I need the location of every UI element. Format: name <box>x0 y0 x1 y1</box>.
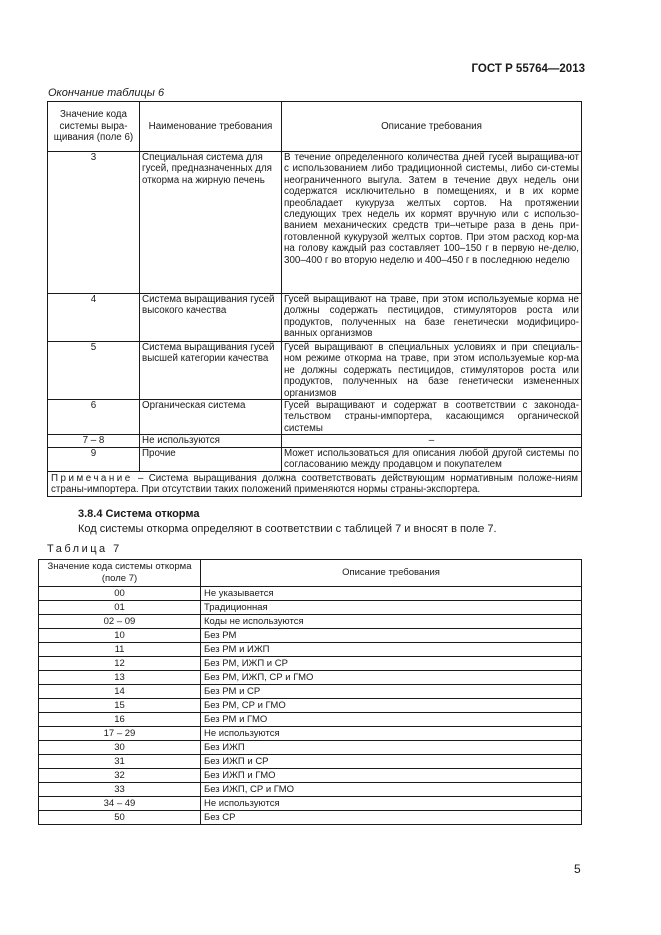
table7-header-desc: Описание требования <box>201 560 582 587</box>
row-name: Система выращивания гусей высшей категории качества <box>140 342 282 400</box>
row-code: 9 <box>48 447 140 471</box>
table-row <box>48 400 582 435</box>
table-row <box>48 435 582 447</box>
row-name: Специальная система для гусей, предназначенных для откорма на жирную печень <box>140 152 282 294</box>
row-code: 01 <box>39 601 201 615</box>
row-code: 00 <box>39 587 201 601</box>
table6-caption: Окончание таблицы 6 <box>48 87 165 99</box>
table-row <box>39 657 582 671</box>
row-desc: Гусей выращивают и содержат в соответствии с законода-тельством страны-импортера, касающимся органической системы <box>282 400 582 435</box>
table-note <box>48 471 582 497</box>
table-row <box>39 797 582 811</box>
row-code: 34 – 49 <box>39 797 201 811</box>
row-desc: Без ИЖП, СР и ГМО <box>201 783 582 797</box>
note-text: – Система выращивания должна соответствовать действующим нормативным положе-ниям страны-импортера. При отсутствии таких положений применяются нормы страны-экспортера. <box>51 472 578 496</box>
row-desc: Без РМ <box>201 629 582 643</box>
row-code: 3 <box>48 152 140 294</box>
table-row <box>39 727 582 741</box>
row-code: 10 <box>39 629 201 643</box>
section-title: 3.8.4 Система откорма <box>78 508 200 520</box>
row-desc: Без РМ и ГМО <box>201 713 582 727</box>
table7-header-code: Значение кода системы откорма (поле 7) <box>39 560 201 587</box>
table-6 <box>47 101 582 497</box>
table-row <box>39 685 582 699</box>
table-row <box>39 671 582 685</box>
row-name: Прочие <box>140 447 282 471</box>
row-desc: Без РМ, ИЖП, СР и ГМО <box>201 671 582 685</box>
table-row <box>39 741 582 755</box>
row-desc: Гусей выращивают на траве, при этом используемые корма не должны содержать пестицидов, стимуляторов роста или продуктов, полученных на базе генетически модифициро-ванных организмов <box>282 294 582 342</box>
row-code: 30 <box>39 741 201 755</box>
row-desc: Не используются <box>201 797 582 811</box>
table-row <box>39 699 582 713</box>
row-name: Органическая система <box>140 400 282 435</box>
table-note-row <box>48 471 582 497</box>
table-row <box>48 294 582 342</box>
row-desc: – <box>282 435 582 447</box>
row-code: 32 <box>39 769 201 783</box>
row-name: Система выращивания гусей высокого качества <box>140 294 282 342</box>
table7-caption: Таблица 7 <box>47 543 122 555</box>
table-row <box>39 769 582 783</box>
table-row <box>39 601 582 615</box>
row-desc: Без РМ и ИЖП <box>201 643 582 657</box>
row-desc: Гусей выращивают в специальных условиях и при специаль-ном режиме откорма на траве, при этом используемые кор-ма не должны содержать пестицидов, стимуляторов роста или продуктов, полученных на базе генетически измененных организмов <box>282 342 582 400</box>
table6-header-name: Наименование требования <box>140 102 282 152</box>
row-code: 16 <box>39 713 201 727</box>
row-desc: Без РМ и СР <box>201 685 582 699</box>
table-row <box>39 713 582 727</box>
row-code: 31 <box>39 755 201 769</box>
table6-header-desc: Описание требования <box>282 102 582 152</box>
row-code: 14 <box>39 685 201 699</box>
row-name: Не используются <box>140 435 282 447</box>
row-code: 7 – 8 <box>48 435 140 447</box>
table-row <box>48 152 582 294</box>
row-desc: Не используются <box>201 727 582 741</box>
table-row <box>48 447 582 471</box>
table-row <box>48 342 582 400</box>
row-code: 4 <box>48 294 140 342</box>
row-code: 13 <box>39 671 201 685</box>
row-code: 15 <box>39 699 201 713</box>
table-row <box>39 615 582 629</box>
row-code: 33 <box>39 783 201 797</box>
row-code: 11 <box>39 643 201 657</box>
document-header: ГОСТ Р 55764—2013 <box>471 63 585 75</box>
table-row <box>39 629 582 643</box>
row-desc: Без ИЖП и ГМО <box>201 769 582 783</box>
section-paragraph: Код системы откорма определяют в соответствии с таблицей 7 и вносят в поле 7. <box>78 523 497 535</box>
row-desc: Не указывается <box>201 587 582 601</box>
row-code: 6 <box>48 400 140 435</box>
row-desc: Может использоваться для описания любой другой системы по согласованию между продавцом и покупателем <box>282 447 582 471</box>
row-code: 50 <box>39 811 201 825</box>
row-desc: Коды не используются <box>201 615 582 629</box>
row-desc: Без РМ, СР и ГМО <box>201 699 582 713</box>
row-desc: Традиционная <box>201 601 582 615</box>
table-row <box>39 643 582 657</box>
row-desc: Без РМ, ИЖП и СР <box>201 657 582 671</box>
row-code: 5 <box>48 342 140 400</box>
row-code: 12 <box>39 657 201 671</box>
table-row <box>39 587 582 601</box>
table-row <box>39 811 582 825</box>
table-7 <box>38 559 582 825</box>
table6-header-code: Значение кода системы выра-щивания (поле 6) <box>48 102 140 152</box>
page-number: 5 <box>574 862 581 876</box>
row-code: 17 – 29 <box>39 727 201 741</box>
note-label: Примечание <box>51 472 133 484</box>
table-row <box>39 755 582 769</box>
row-desc: Без ИЖП <box>201 741 582 755</box>
row-desc: В течение определенного количества дней гусей выращива-ют с использованием либо традиционной системы, либо си-стемы неограниченного выгула. Затем в течение двух недель они содержатся исключительно в помещениях, и в их корме преобладает кукуруза желтых сортов. На протяжении следующих трех недель их кормят вручную или с использо-ванием механических средств три–четыре раза в день при-готовленной кукурузой желтых сортов. При этом расход кор-ма на голову каждый раз составляет 100–150 г в первую не-делю, 300–400 г во вторую неделю и 400–450 г в последнюю неделю <box>282 152 582 294</box>
table-row <box>39 783 582 797</box>
row-desc: Без СР <box>201 811 582 825</box>
row-desc: Без ИЖП и СР <box>201 755 582 769</box>
row-code: 02 – 09 <box>39 615 201 629</box>
